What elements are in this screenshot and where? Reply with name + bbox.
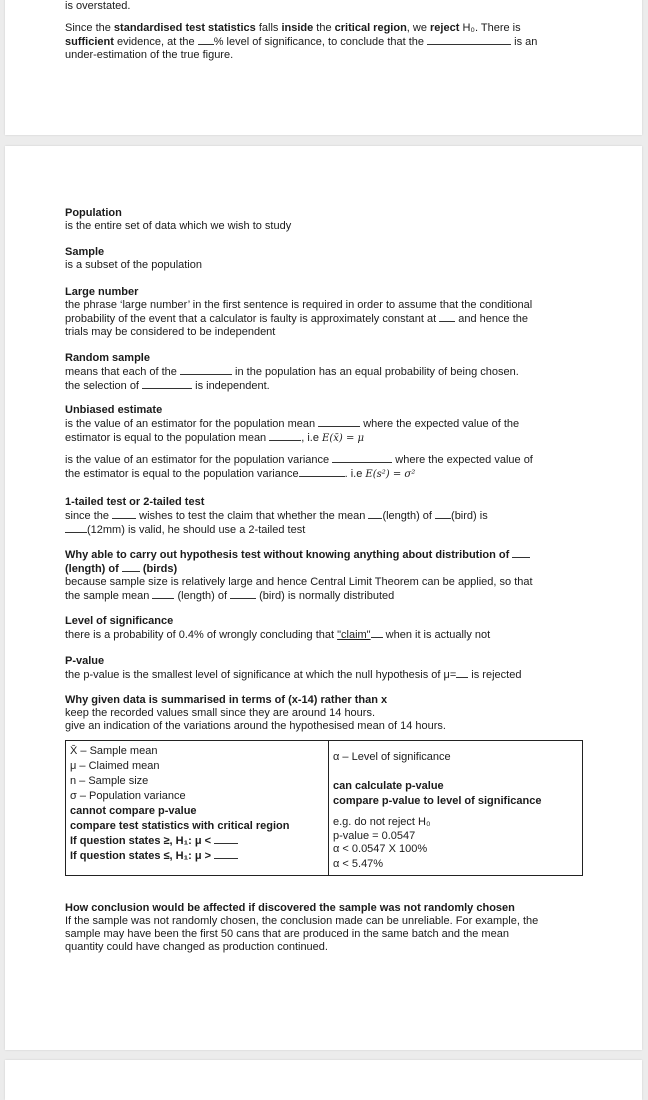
overstated-line: is overstated. (65, 0, 131, 12)
random-sample-section (65, 352, 585, 393)
tailed-section (65, 496, 585, 537)
example-do-not-reject: e.g. do not reject H₀ (333, 816, 431, 828)
tailed-title: 1-tailed test or 2-tailed test (65, 496, 205, 508)
why-given-line-2: give an indication of the variations around the hypothesised mean of 14 hours. (65, 720, 446, 732)
random-sample-title: Random sample (65, 352, 150, 364)
level-title: Level of significance (65, 615, 174, 627)
pvalue-section (65, 655, 585, 682)
conclusion-line-1: If the sample was not randomly chosen, the conclusion made can be unreliable. For example, the (65, 915, 539, 927)
cannot-compare-pvalue: cannot compare p-value (70, 805, 197, 817)
variance-expectation-formula: E(s²) = σ² (365, 469, 416, 480)
conclusion-line-1: Since the standardised test statistics falls inside the critical region, we reject H₀. There is (65, 22, 521, 34)
can-calculate-pvalue: can calculate p-value (333, 780, 444, 792)
unbiased-line-4: the estimator is equal to the population variance . i.e E(s²) = σ² (65, 468, 416, 480)
population-variance-def: σ – Population variance (70, 790, 186, 802)
random-sample-line-2: the selection of is independent. (65, 380, 270, 392)
conclusion-section (65, 902, 585, 954)
compare-test-statistics: compare test statistics with critical region (70, 820, 290, 832)
large-number-line-2: probability of the event that a calculator is faulty is approximately constant at and hence the (65, 313, 528, 325)
example-alpha-2: α < 5.47% (333, 858, 384, 870)
mean-expectation-formula: E(x̄) = μ (322, 433, 365, 444)
table-left-cell (66, 741, 329, 876)
pvalue-text: the p-value is the smallest level of significance at which the null hypothesis of μ= is rejected (65, 669, 522, 681)
large-number-line-1: the phrase ‘large number’ in the first sentence is required in order to assume that the conditional (65, 299, 533, 311)
sample-section (65, 246, 585, 272)
unbiased-title: Unbiased estimate (65, 404, 163, 416)
sample-title: Sample (65, 246, 105, 258)
pvalue-title: P-value (65, 655, 105, 667)
why-given-line-1: keep the recorded values small since they are around 14 hours. (65, 707, 376, 719)
why-able-line-2: the sample mean (length) of (bird) is normally distributed (65, 590, 395, 602)
claim-text: "claim" (337, 629, 371, 641)
conclusion-line-3: quantity could have changed as production continued. (65, 941, 328, 953)
less-equal-rule: If question states ≤, H₁: μ > (70, 849, 324, 864)
claimed-mean-def: μ – Claimed mean (70, 760, 160, 772)
conclusion-line-2: sample may have been the first 50 cans that are produced in the same batch and the mean (65, 928, 509, 940)
table-right-cell (329, 741, 583, 876)
unbiased-line-1: is the value of an estimator for the population mean where the expected value of the (65, 418, 520, 430)
definitions-table (65, 740, 583, 876)
tailed-line-2: (12mm) is valid, he should use a 2-tailed test (65, 523, 585, 537)
conclusion-line-2: sufficient evidence, at the % level of significance, to conclude that the is an (65, 36, 538, 48)
alpha-def: α – Level of significance (333, 751, 451, 763)
unbiased-section (65, 404, 585, 481)
top-card (5, 0, 642, 135)
why-given-title: Why given data is summarised in terms of (x-14) rather than x (65, 694, 388, 706)
conclusion-line-3: under-estimation of the true figure. (65, 49, 234, 61)
greater-equal-rule: If question states ≥, H₁: μ < (70, 834, 324, 849)
next-card (5, 1060, 642, 1100)
why-able-title-2: (length) of (birds) (65, 563, 178, 575)
why-able-line-1: because sample size is relatively large and hence Central Limit Theorem can be applied, so that (65, 576, 533, 588)
level-text: there is a probability of 0.4% of wrongly concluding that "claim" when it is actually not (65, 629, 491, 641)
random-sample-line-1: means that each of the in the population has an equal probability of being chosen. (65, 366, 519, 378)
large-number-section (65, 286, 585, 339)
population-title: Population (65, 207, 122, 219)
unbiased-line-2: estimator is equal to the population mean , i.e E(x̄) = μ (65, 432, 365, 444)
large-number-line-3: trials may be considered to be independent (65, 326, 276, 338)
sample-size-def: n – Sample size (70, 775, 149, 787)
conclusion-title: How conclusion would be affected if discovered the sample was not randomly chosen (65, 902, 515, 914)
sample-mean-def: X̄ – Sample mean (70, 745, 158, 757)
example-alpha-1: α < 0.0547 X 100% (333, 843, 428, 855)
why-able-title: Why able to carry out hypothesis test without knowing anything about distribution of (65, 548, 585, 562)
level-section (65, 615, 585, 642)
population-text: is the entire set of data which we wish to study (65, 220, 292, 232)
unbiased-line-3: is the value of an estimator for the population variance where the expected value of (65, 454, 533, 466)
example-pvalue: p-value = 0.0547 (333, 830, 416, 842)
sample-text: is a subset of the population (65, 259, 202, 271)
why-able-section (65, 548, 585, 603)
why-given-section (65, 694, 585, 733)
population-section (65, 207, 585, 233)
large-number-title: Large number (65, 286, 139, 298)
tailed-line-1: since the wishes to test the claim that whether the mean (length) of (bird) is (65, 510, 488, 522)
notes-card (5, 146, 642, 1050)
compare-pvalue-level: compare p-value to level of significance (333, 795, 542, 807)
card1-text (65, 0, 585, 62)
